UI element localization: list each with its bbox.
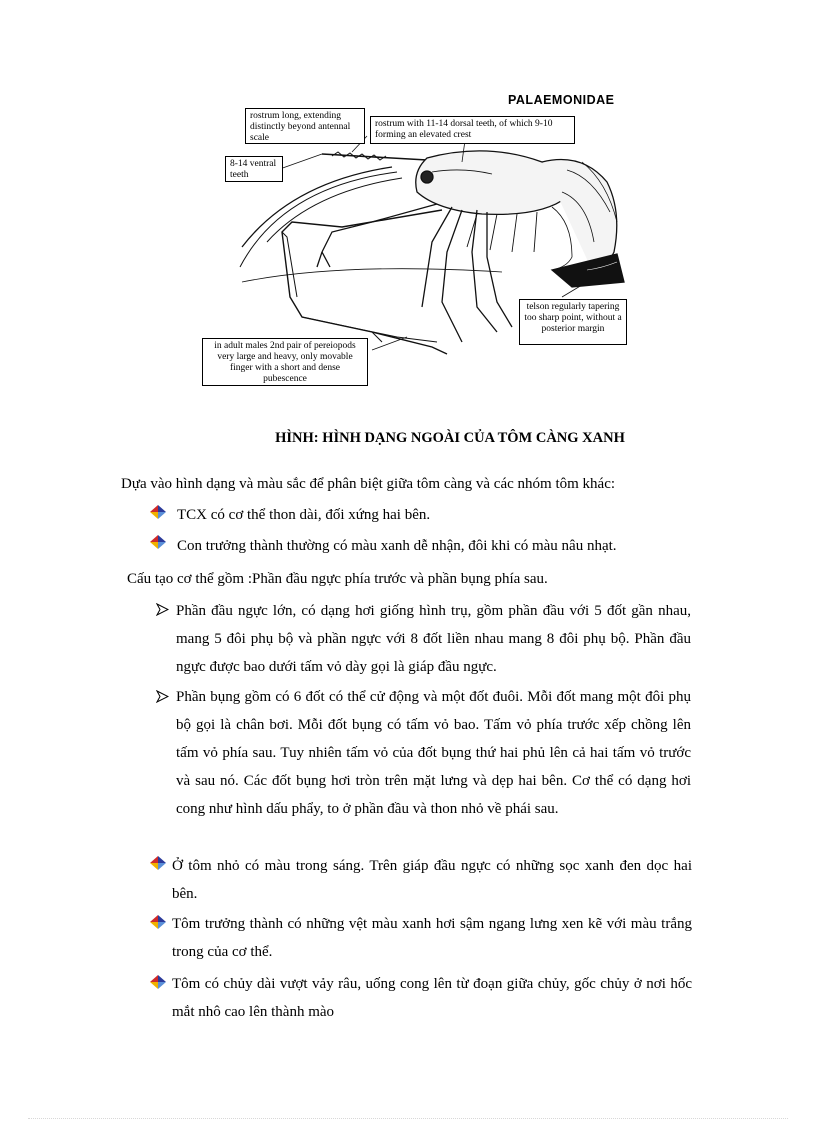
arrow-paragraph: Phần đầu ngực lớn, có dạng hơi giống hình trụ, gồm phần đầu với 5 đốt gần nhau, mang 5 đôi phụ bộ và phần ngực với 8 đốt liền nhau mang 8 đôi phụ bộ. Phần đầu ngực được bao dưới tấm vỏ dày gọi là giáp đầu ngực. <box>176 603 691 675</box>
label-rostrum-long: rostrum long, extending distinctly beyond antennal scale <box>245 108 365 144</box>
bullet-icon <box>150 975 166 989</box>
bullet-paragraph: Tôm có chủy dài vượt vảy râu, uống cong lên từ đoạn giữa chủy, gốc chủy ở nơi hốc mắt nhô cao lên thành mào <box>172 976 692 1020</box>
figure-caption: HÌNH: HÌNH DẠNG NGOÀI CỦA TÔM CÀNG XANH <box>275 430 625 446</box>
arrow-bullet-icon <box>156 603 169 616</box>
intro-text: Dựa vào hình dạng và màu sắc để phân biệt giữa tôm càng và các nhóm tôm khác: <box>121 476 616 492</box>
label-telson: telson regularly tapering too sharp point, without a posterior margin <box>519 299 627 345</box>
bullet-icon <box>150 535 166 549</box>
page-footer-rule <box>28 1118 788 1119</box>
label-ventral-teeth: 8-14 ventral teeth <box>225 156 283 182</box>
figure-title: PALAEMONIDAE <box>508 93 615 107</box>
label-rostrum-teeth: rostrum with 11-14 dorsal teeth, of which 9-10 forming an elevated crest <box>370 116 575 144</box>
bullet-icon <box>150 505 166 519</box>
bullet-item: Con trưởng thành thường có màu xanh dễ nhận, đôi khi có màu nâu nhạt. <box>177 538 617 554</box>
arrow-bullet-icon <box>156 690 169 703</box>
bullet-item: TCX có cơ thể thon dài, đối xứng hai bên. <box>177 507 431 523</box>
label-pereiopods: in adult males 2nd pair of pereiopods very large and heavy, only movable finger with a short and dense pubescence <box>202 338 368 386</box>
structure-intro: Cấu tạo cơ thể gồm :Phần đầu ngực phía trước và phần bụng phía sau. <box>127 571 548 587</box>
bullet-paragraph: Tôm trưởng thành có những vệt màu xanh hơi sậm ngang lưng xen kẽ với màu trắng trong của cơ thể. <box>172 916 692 960</box>
bullet-icon <box>150 856 166 870</box>
bullet-paragraph: Ở tôm nhỏ có màu trong sáng. Trên giáp đầu ngực có những sọc xanh đen dọc hai bên. <box>172 858 692 902</box>
bullet-icon <box>150 915 166 929</box>
arrow-paragraph: Phần bụng gồm có 6 đốt có thể cử động và một đốt đuôi. Mỗi đốt mang một đôi phụ bộ gọi là chân bơi. Mỗi đốt bụng có tấm vỏ bao. Tấm vỏ phía trước xếp chồng lên tấm vỏ phía sau. Tuy nhiên tấm vỏ của đốt bụng thứ hai phủ lên cả hai tấm vỏ trước và sau nó. Các đốt bụng hơi tròn trên mặt lưng và dẹp hai bên. Cơ thể có dạng hơi cong như hình dấu phẩy, to ở phần đầu và thon nhỏ về phái sau. <box>176 689 691 817</box>
